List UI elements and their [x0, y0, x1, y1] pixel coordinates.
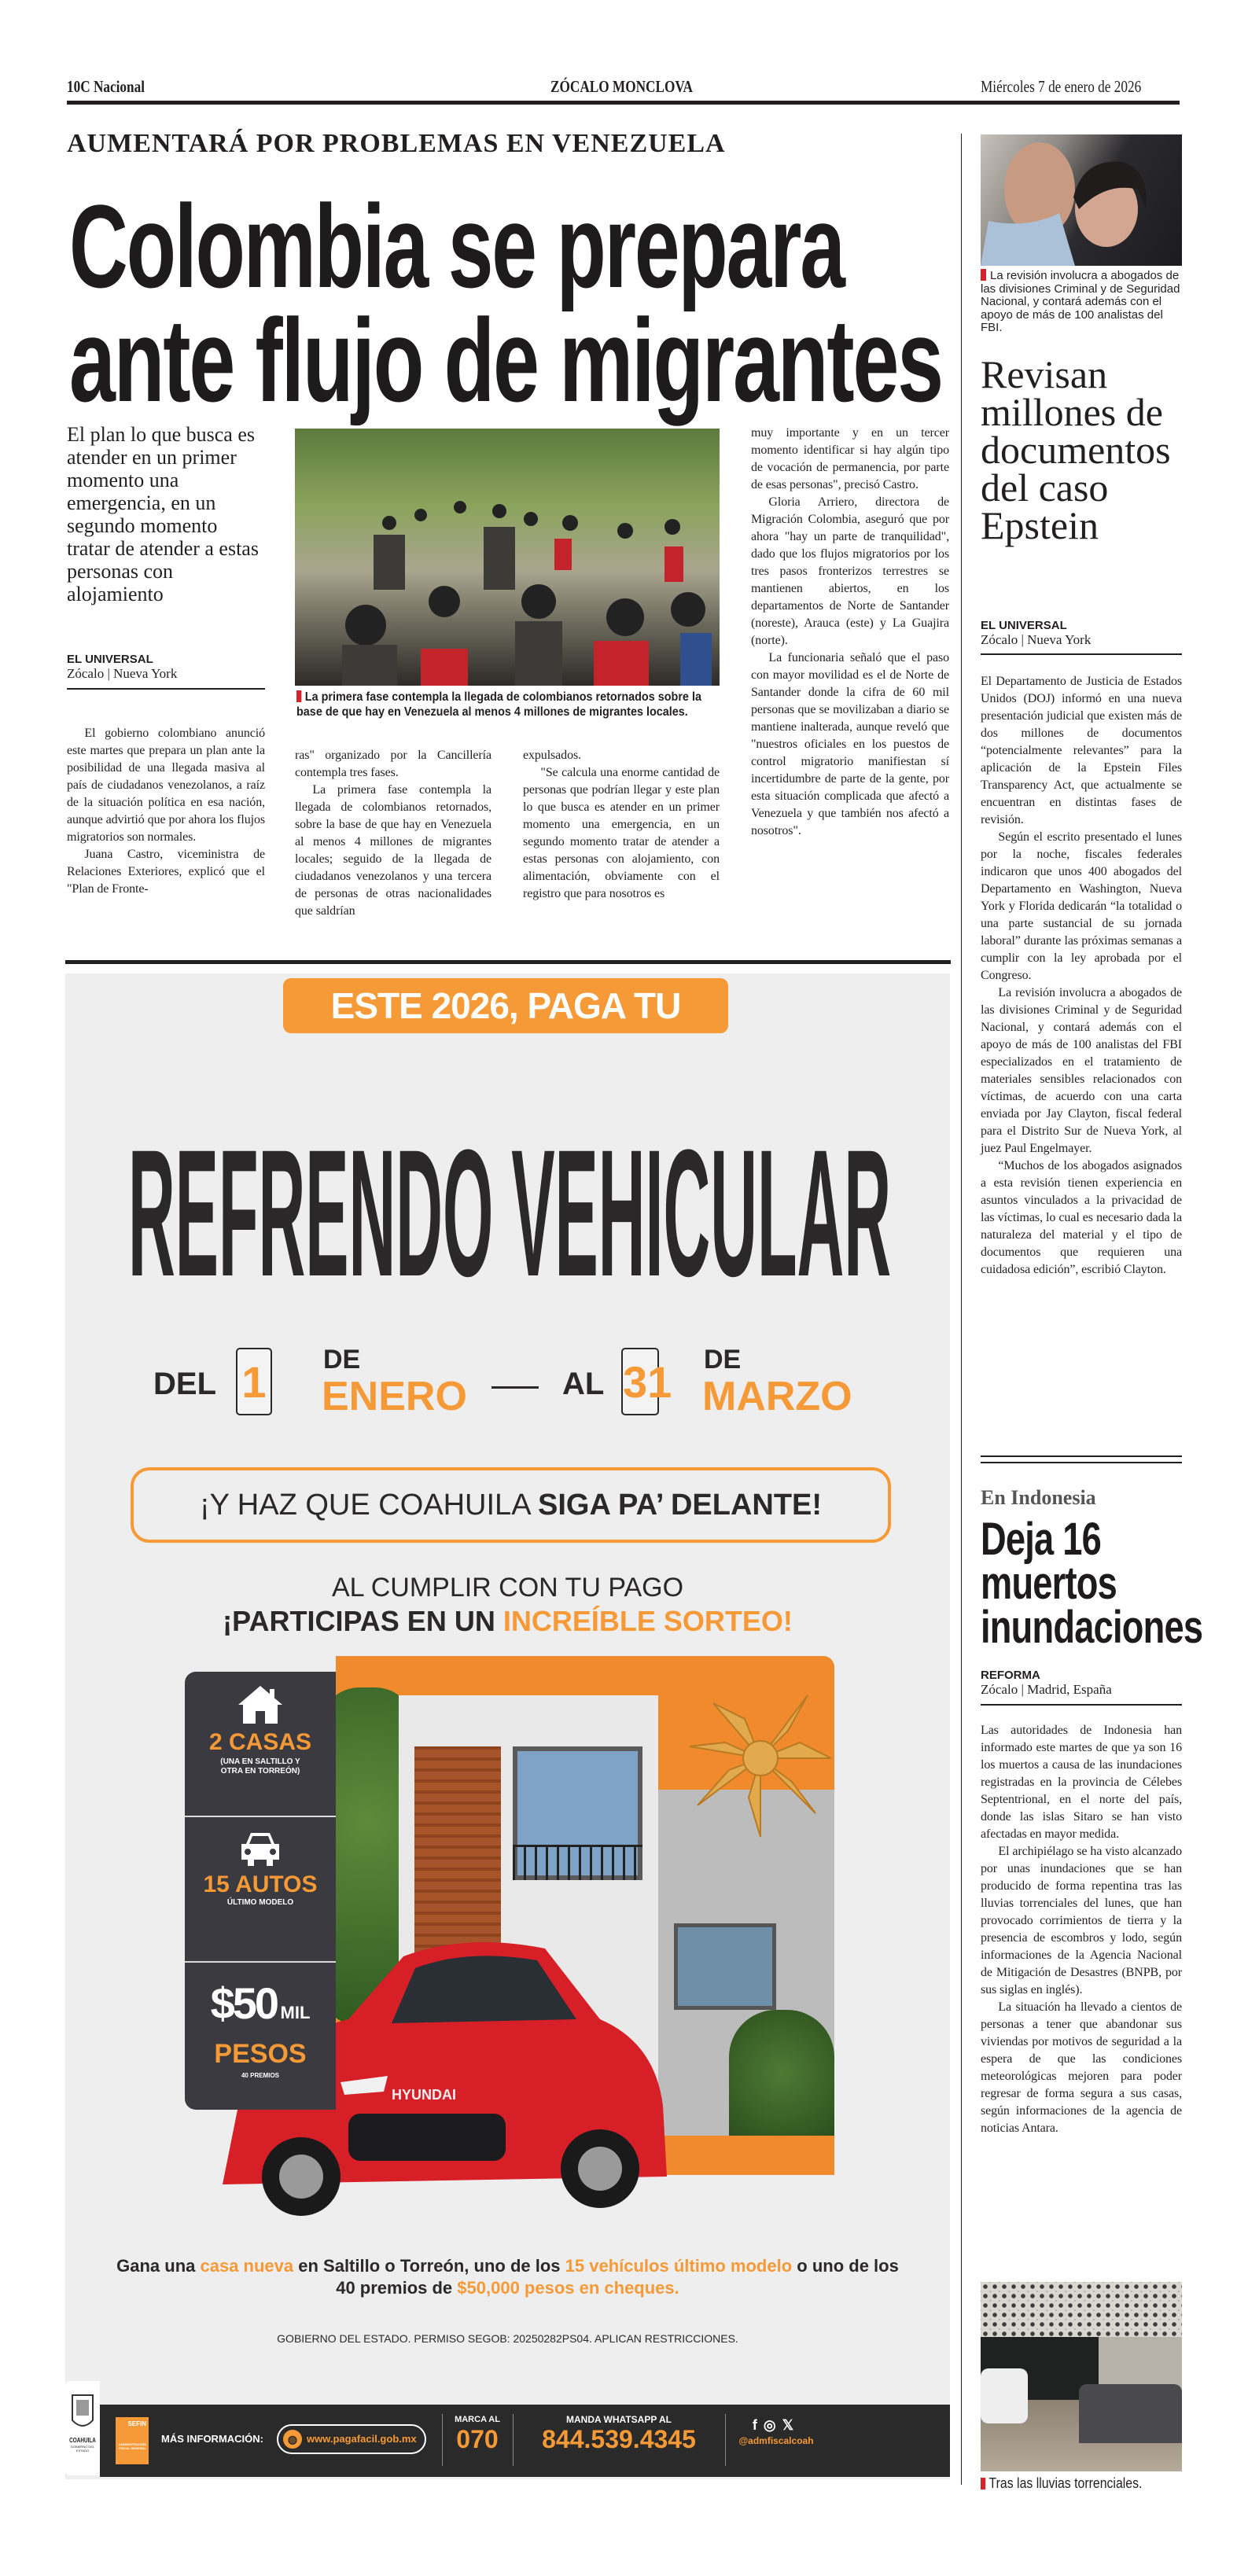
refrendo-advertisement[interactable] [65, 973, 950, 2479]
byline-source: EL UNIVERSAL [67, 653, 153, 666]
paragraph: Juana Castro, viceministra de Relaciones Exteriores, explicó que el "Plan de Fronte- [67, 848, 265, 896]
paragraph: muy importante y en un tercer momento identificar si hay algún tipo de vocación de permanencia, por parte de esas personas", precisó Castro. [751, 426, 949, 491]
paragraph: "Se calcula una enorme cantidad de personas que podrían llegar y este plan lo que busca es atender en un primer momento una emergencia, en un segundo momento tratar de atender a estas personas con alojamiento, con alimentación, obviamente con el registro que para nosotros es [523, 766, 720, 900]
article-kicker: AUMENTARÁ POR PROBLEMAS EN VENEZUELA [67, 129, 726, 158]
call-block: MARCA AL 070 [455, 2415, 500, 2453]
prize-title: PESOS [214, 2039, 307, 2069]
raffle-line-2: ¡PARTICIPAS EN UN INCREÍBLE SORTEO! [223, 1605, 793, 1637]
sefin-logo: SEFIN ADMINISTRACIÓN FISCAL GENERAL [116, 2417, 149, 2464]
headline-line: muertos [981, 1558, 1117, 1609]
start-day-box: 1 [236, 1348, 272, 1415]
ad-fine-print: Gana una casa nueva en Saltillo o Torreón, uno de los 15 vehículos último modelo o uno de los 40 premios de $50,000 pesos en cheques. [116, 2256, 899, 2298]
byline [67, 653, 265, 690]
ad-title: REFRENDO VEHICULAR [128, 1112, 892, 1314]
article-column-4 [751, 425, 949, 840]
headline-line-1: Colombia se prepara [69, 180, 844, 312]
paragraph: Las autoridades de Indonesia han informado este martes de que ya son 16 los muertos a causa de las inundaciones registradas en la provincia de Célebes Septentrional, en el norte del país, donde las islas Sitaro se han visto afectadas en mayor medida. [981, 1724, 1182, 1841]
footer-divider [442, 2414, 443, 2466]
date-del: DEL [153, 1367, 216, 1401]
prize-amount: $50 [210, 1978, 278, 2028]
prize-subtitle: ÚLTIMO MODELO [226, 1898, 294, 1907]
headline-line-2: ante flujo de migrantes [69, 294, 942, 426]
byline-rule [67, 688, 265, 690]
footer-divider [725, 2414, 726, 2466]
paragraph: El Departamento de Justicia de Estados Unidos (DOJ) informó en una nueva presentación judicial que existen más de dos millones de documentos “potencialmente relevantes” para la aplicación de la Epstein Files Transparency Act, que actualmente se encuentran en distintas fases de revisión. [981, 675, 1182, 826]
ad-slogan-box [131, 1467, 891, 1543]
paragraph: La funcionaria señaló que el paso con mayor movilidad es el de Norte de Santander donde la cifra de 60 mil personas que se movilizaban a diario se mantiene inalterada, aunque reveló que "nuestros oficiales en los puestos de control migratorio manifiestan sí incertidumbre de parte de la gente, por esta situación complicada que afectó a Venezuela y que también nos afectó a nosotros". [751, 651, 949, 837]
ad-dates [153, 1343, 908, 1422]
prize-title: 15 AUTOS [203, 1871, 318, 1897]
paragraph: El archipiélago se ha visto alcanzado por unas inundaciones que se han producido de forma repentina tras las lluvias torrenciales del lunes, que han provocado corrimientos de tierra y la presencia de escombros y lodo, según informaciones de la Agencia Nacional de Mitigación de Desastres (BNPB, por sus siglas en inglés). [981, 1845, 1182, 1996]
paragraph: La primera fase contempla la llegada de colombianos retornados, sobre la base de que hay en Venezuela al menos 4 millones de migrantes locales; seguido de la llegada de ciudadanos venezolanos y una tercera de personas de otras nacionalidades que saldrían [295, 783, 491, 918]
ad-pill-banner: ESTE 2026, PAGA TU [283, 978, 728, 1033]
more-info-label: MÁS INFORMACIÓN: [161, 2433, 263, 2445]
ad-legal: GOBIERNO DEL ESTADO. PERMISO SEGOB: 20250282PS04. APLICAN RESTRICCIONES. [277, 2332, 738, 2345]
epstein-headline: Revisan millones de documentos del caso Epstein [981, 352, 1171, 547]
article-deck: El plan lo que busca es atender en un primer momento una emergencia, en un segundo momento tratar de atender a estas personas con alojamiento [67, 423, 259, 605]
epstein-photo [981, 134, 1182, 266]
paragraph: Gloria Arriero, directora de Migración Colombia, aseguró que por ahora "hay un parte de tranquilidad", dado que los flujos migratorios por los tres pasos fronterizos terrestres se mantienen abiertos, en los departamentos de Norte de Santander (noreste), Arauca (este) y La Guajira (norte). [751, 495, 949, 647]
house-side-window [674, 1923, 776, 2010]
facebook-icon[interactable]: f [752, 2417, 764, 2433]
indonesia-byline [981, 1669, 1182, 1706]
indonesia-kicker: En Indonesia [981, 1486, 1096, 1509]
paragraph: expulsados. [523, 749, 582, 762]
epstein-body [981, 673, 1182, 1279]
flood-photo-facade [981, 2282, 1182, 2337]
social-handle: @admfiscalcoah [738, 2435, 814, 2446]
instagram-icon[interactable]: ◎ [763, 2417, 782, 2433]
logo-subtitle: GOBIERNO DEL ESTADO [70, 2445, 95, 2453]
gift-bow-icon [682, 1672, 839, 1845]
logo-name: COAHUILA [69, 2437, 96, 2444]
coat-of-arms-icon [69, 2389, 96, 2433]
date-dash [491, 1386, 539, 1389]
car-icon [237, 1828, 284, 1868]
prize-title: 2 CASAS [208, 1729, 312, 1755]
prize-subtitle: 40 PREMIOS [241, 2072, 279, 2079]
flood-photo-car [1079, 2384, 1182, 2443]
byline-location: Zócalo | Madrid, España [981, 1682, 1112, 1697]
date-de: DE [323, 1345, 361, 1374]
end-month: MARZO [702, 1374, 852, 1419]
caption-marker [981, 2478, 985, 2490]
flood-photo-caption: Tras las lluvias torrenciales. [981, 2475, 1142, 2492]
car-brand-badge: HYUNDAI [392, 2087, 457, 2103]
paragraph: ras" organizado por la Cancillería contempla tres fases. [295, 749, 491, 779]
raffle-line-1: AL CUMPLIR CON TU PAGO [331, 1573, 684, 1603]
byline-source: EL UNIVERSAL [981, 619, 1067, 632]
migrants-photo-figures [295, 429, 720, 686]
byline-location: Zócalo | Nueva York [981, 632, 1092, 647]
double-rule-bottom [981, 1462, 1182, 1463]
footer-divider [513, 2414, 514, 2466]
article-column-1 [67, 725, 265, 898]
article-column-2 [295, 747, 491, 920]
website-link[interactable]: ◍ www.pagafacil.gob.mx [277, 2424, 426, 2454]
slogan-bold: SIGA PA’ DELANTE! [538, 1489, 823, 1522]
tree-right [729, 2010, 834, 2136]
section-folio: 10C Nacional [67, 77, 145, 96]
start-month: ENERO [322, 1374, 467, 1419]
social-block [733, 2416, 819, 2447]
paragraph: La revisión involucra a abogados de las divisiones Criminal y de Seguridad Nacional, y contará además con el apoyo de más de 100 analistas del FBI especializados en el tratamiento de materiales sensibles relacionados con víctimas, de acuerdo con una carta enviada por Jay Clayton, fiscal federal para el Distrito Sur de Nueva York, al juez Paul Engelmayer. [981, 986, 1182, 1155]
paragraph: El gobierno colombiano anunció este martes que prepara un plan ante la posibilidad de una llegada masiva al país de ciudadanos venezolanos, a raíz de la situación política en esa nación, aunque advirtió que por ahora los flujos migratorios son normales. [67, 727, 265, 844]
caption-marker [296, 690, 301, 702]
headline-line: inundaciones [981, 1602, 1203, 1653]
flood-photo [981, 2282, 1182, 2471]
newspaper-name: ZÓCALO MONCLOVA [550, 77, 693, 96]
house-icon [237, 1683, 284, 1725]
issue-date: Miércoles 7 de enero de 2026 [981, 77, 1142, 96]
slogan-light: ¡Y HAZ QUE COAHUILA [199, 1489, 538, 1522]
headline-line: Deja 16 [981, 1514, 1102, 1565]
epstein-photo-caption: La revisión involucra a abogados de las divisiones Criminal y de Seguridad Nacional, y contará además con el apoyo de más de 100 analistas del FBI. [981, 269, 1180, 334]
migrants-photo [295, 429, 720, 686]
whatsapp-block: MANDA WHATSAPP AL 844.539.4345 [542, 2414, 696, 2453]
epstein-byline [981, 619, 1182, 655]
indonesia-body [981, 1722, 1182, 2137]
end-day-box: 31 [621, 1348, 659, 1415]
prize-subtitle: (UNA EN SALTILLO Y OTRA EN TORREÓN) [220, 1757, 300, 1776]
prize-panel [185, 1672, 336, 2110]
double-rule-top [981, 1455, 1182, 1457]
section-separator [65, 960, 951, 964]
date-de: DE [704, 1345, 742, 1374]
paragraph: La situación ha llevado a cientos de personas a tener que abandonar sus viviendas por motivos de seguridad a la espera de que las condiciones meteorológicas mejoren para poder regresar de forma segura a sus casas, según informaciones de la agencia de noticias Antara. [981, 2000, 1182, 2135]
house-balcony [513, 1845, 642, 1880]
x-icon[interactable]: 𝕏 [782, 2417, 801, 2433]
migrants-photo-caption: La primera fase contempla la llegada de colombianos retornados sobre la base de que hay en Venezuela al menos 4 millones de migrantes locales. [296, 690, 701, 719]
coahuila-logo [65, 2381, 100, 2475]
epstein-photo-faces [981, 134, 1182, 266]
byline-rule [981, 653, 1182, 655]
prize-cash [185, 1963, 336, 2108]
article-column-3 [523, 747, 720, 903]
flood-photo-car-white [981, 2368, 1028, 2423]
prize-houses [185, 1672, 336, 1817]
date-al: AL [562, 1367, 605, 1401]
prize-cars [185, 1817, 336, 1963]
caption-marker [981, 269, 986, 281]
prize-unit: MIL [280, 2003, 311, 2022]
header-rule [67, 101, 1180, 105]
paragraph: Según el escrito presentado el lunes por la noche, fiscales federales indicaron que unos 400 abogados del Departamento en Washington, Nueva York y Florida dedicarán “la totalidad o una parte sustancial de su jornada laboral” durante las próximas semanas a cumplir con la ley aprobada por el Congreso. [981, 830, 1182, 982]
column-divider [961, 134, 962, 2485]
byline-location: Zócalo | Nueva York [67, 666, 178, 681]
byline-source: REFORMA [981, 1669, 1040, 1682]
paragraph: “Muchos de los abogados asignados a esta revisión tienen experiencia en asuntos vinculados a la privacidad de las víctimas, lo cual es necesario dada la naturaleza del material y el tipo de documentos que requieren una cuidadosa edición”, escribió Clayton. [981, 1159, 1182, 1276]
indonesia-headline [981, 1514, 1203, 1653]
globe-icon: ◍ [283, 2430, 302, 2449]
byline-rule [981, 1704, 1182, 1706]
ad-footer-bar [100, 2405, 950, 2477]
